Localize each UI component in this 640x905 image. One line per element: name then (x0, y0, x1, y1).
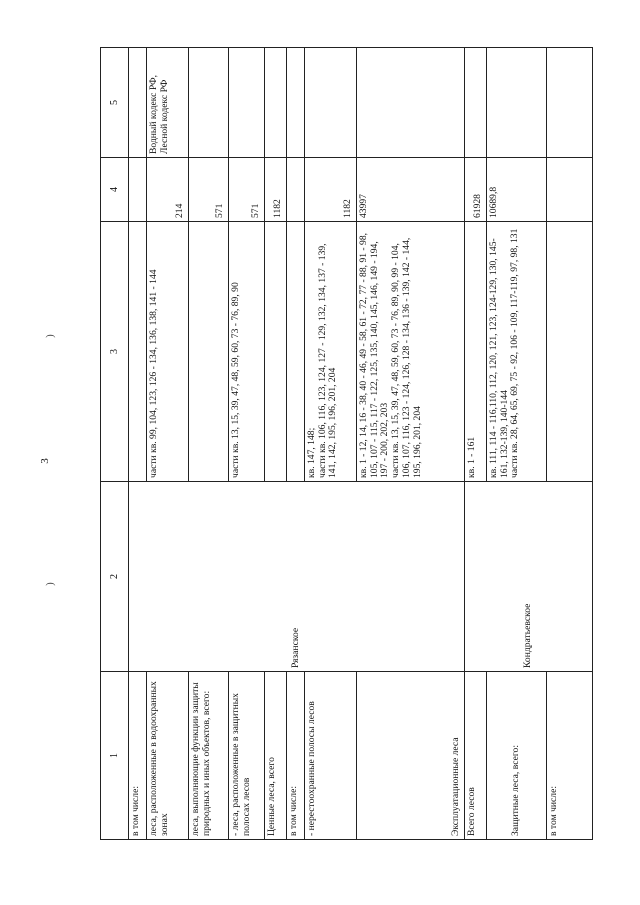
category-cell: Эксплуатационные леса (357, 672, 465, 840)
basis-cell (547, 48, 593, 158)
header-cell: 1 (101, 672, 129, 840)
quarters-cell (129, 222, 147, 482)
table-row (287, 48, 305, 840)
category-cell: леса, расположенные в водоохранных зонах (147, 672, 189, 840)
basis-cell (357, 48, 465, 158)
table-header-row (101, 48, 129, 840)
basis-cell (189, 48, 229, 158)
table-row (129, 48, 147, 840)
table-row (465, 48, 487, 840)
basis-cell (465, 48, 487, 158)
header-cell: 3 (101, 222, 129, 482)
forest-table (100, 47, 593, 840)
rotated-table (100, 48, 592, 840)
category-cell: в том числе: (547, 672, 593, 840)
basis-cell (265, 48, 287, 158)
table-row (265, 48, 287, 840)
category-cell: леса, выполняющие функции защиты природных и иных объектов, всего: (189, 672, 229, 840)
quarters-cell: кв. 147, 148; части кв. 106, 116, 123, 124, 127 - 129, 132, 134, 137 - 139, 141, 142, 195, 196, 201, 204 (305, 222, 357, 482)
basis-cell (229, 48, 265, 158)
basis-cell (129, 48, 147, 158)
area-cell: 61928 (465, 158, 487, 222)
area-cell: 10689,8 (487, 158, 547, 222)
forest-table-frame (100, 48, 592, 840)
scan-mark: ) (43, 334, 56, 338)
basis-cell (287, 48, 305, 158)
table-row (547, 48, 593, 840)
category-cell: в том числе: (129, 672, 147, 840)
quarters-cell (547, 222, 593, 482)
quarters-cell: кв. 111, 114 - 116,110, 112, 120, 121, 123, 124-129, 130, 145-161, 132-139, 140-144 части кв. 28, 64, 65, 69, 75 - 92, 106 - 109, 117-119, 97, 98, 131 (487, 222, 547, 482)
basis-cell (487, 48, 547, 158)
scan-mark: ) (43, 582, 56, 586)
district-cell: Кондратьевское (465, 482, 593, 672)
quarters-cell (287, 222, 305, 482)
area-cell (547, 158, 593, 222)
basis-cell (305, 48, 357, 158)
table-row (305, 48, 357, 840)
category-cell: - леса, расположенные в защитных полосах лесов (229, 672, 265, 840)
table-row (229, 48, 265, 840)
category-cell: - нерестоохранные полосы лесов (305, 672, 357, 840)
table-row (357, 48, 465, 840)
quarters-cell: кв. 1 - 12, 14, 16 - 38, 40 - 46, 49 - 58, 61 - 72, 77 - 88, 91 - 98, 105, 107 - 115, 117 - 122, 125, 135, 140, 145, 146, 149 - 194, 197 - 200, 202, 203 части кв. 13, 15, 39, 47, 48, 59, 60, 73 - 76, 89, 90, 99 - 104, 106, 107, 116, 123 - 124, 126, 128 - 134, 136 - 139, 142 - 144, 195, 196, 201, 204 (357, 222, 465, 482)
category-cell: Всего лесов (465, 672, 487, 840)
category-cell: Защитные леса, всего: (487, 672, 547, 840)
area-cell: 571 (229, 158, 265, 222)
basis-cell: Водный кодекс РФ, Лесной кодекс РФ (147, 48, 189, 158)
area-cell: 43997 (357, 158, 465, 222)
table-row (487, 48, 547, 840)
area-cell: 1182 (305, 158, 357, 222)
area-cell: 214 (147, 158, 189, 222)
category-cell: в том числе: (287, 672, 305, 840)
area-cell: 571 (189, 158, 229, 222)
area-cell (287, 158, 305, 222)
area-cell (129, 158, 147, 222)
category-cell: Ценные леса, всего (265, 672, 287, 840)
district-cell: Рязанское (129, 482, 465, 672)
table-row (189, 48, 229, 840)
area-cell: 1182 (265, 158, 287, 222)
table-row (147, 48, 189, 840)
quarters-cell (189, 222, 229, 482)
quarters-cell: части кв. 99, 104, 123, 126 - 134, 136, 138, 141 - 144 (147, 222, 189, 482)
quarters-cell: части кв. 13, 15, 39, 47, 48, 59, 60, 73 - 76, 89, 90 (229, 222, 265, 482)
quarters-cell: кв. 1 - 161 (465, 222, 487, 482)
page-number: 3 (38, 458, 51, 464)
header-cell: 2 (101, 482, 129, 672)
header-cell: 4 (101, 158, 129, 222)
quarters-cell (265, 222, 287, 482)
header-cell: 5 (101, 48, 129, 158)
